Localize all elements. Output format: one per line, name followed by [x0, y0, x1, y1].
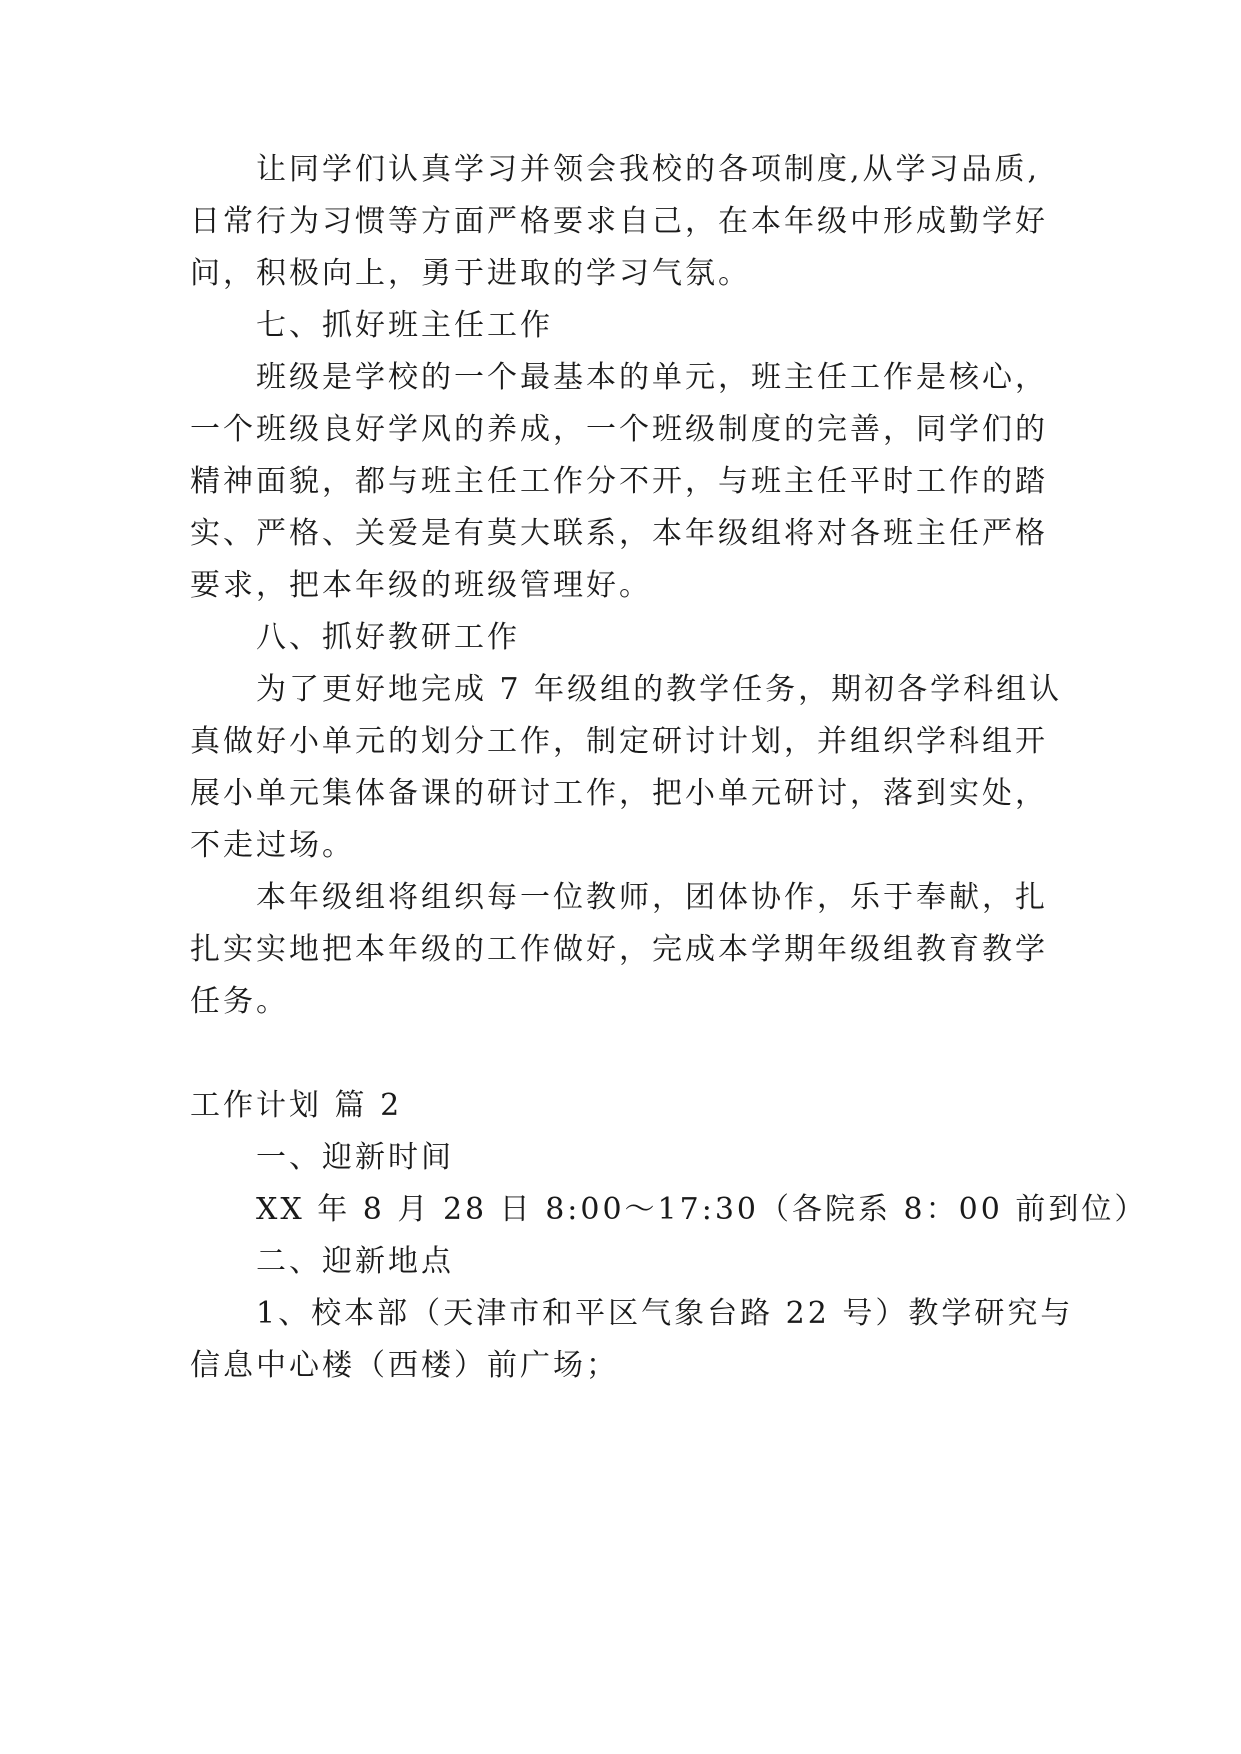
- paragraph-line: 要求，把本年级的班级管理好。: [190, 568, 652, 603]
- paragraph-line: 实、严格、关爱是有莫大联系，本年级组将对各班主任严格: [190, 516, 1048, 551]
- paragraph-line: 一个班级良好学风的养成，一个班级制度的完善，同学们的: [190, 412, 1048, 447]
- paragraph-line: 扎实实地把本年级的工作做好，完成本学期年级组教育教学: [190, 932, 1048, 967]
- paragraph-line: 真做好小单元的划分工作，制定研讨计划，并组织学科组开: [190, 724, 1048, 759]
- paragraph-line: 本年级组将组织每一位教师，团体协作，乐于奉献，扎: [256, 880, 1048, 915]
- paragraph-line: 1、校本部（天津市和平区气象台路 22 号）教学研究与: [256, 1296, 1074, 1331]
- paragraph-line: 日常行为习惯等方面严格要求自己，在本年级中形成勤学好: [190, 204, 1048, 239]
- paragraph-line: 任务。: [190, 984, 289, 1019]
- section-heading: 二、迎新地点: [256, 1244, 454, 1279]
- paragraph-line: 问，积极向上，勇于进取的学习气氛。: [190, 256, 751, 291]
- section-heading: 八、抓好教研工作: [256, 620, 520, 655]
- paragraph-line: 班级是学校的一个最基本的单元，班主任工作是核心，: [256, 360, 1048, 395]
- paragraph-line: 为了更好地完成 7 年级组的教学任务，期初各学科组认: [256, 672, 1063, 707]
- section-heading: 一、迎新时间: [256, 1140, 454, 1175]
- paragraph-line: XX 年 8 月 28 日 8:00～17:30（各院系 8：00 前到位）: [256, 1192, 1148, 1227]
- document-heading: 工作计划 篇 2: [190, 1088, 403, 1123]
- paragraph-line: 展小单元集体备课的研讨工作，把小单元研讨，落到实处，: [190, 776, 1048, 811]
- paragraph-line: 信息中心楼（西楼）前广场；: [190, 1348, 619, 1383]
- paragraph-line: 精神面貌，都与班主任工作分不开，与班主任平时工作的踏: [190, 464, 1048, 499]
- paragraph-line: 不走过场。: [190, 828, 355, 863]
- section-heading: 七、抓好班主任工作: [256, 308, 553, 343]
- paragraph-line: 让同学们认真学习并领会我校的各项制度,从学习品质,: [256, 152, 1041, 187]
